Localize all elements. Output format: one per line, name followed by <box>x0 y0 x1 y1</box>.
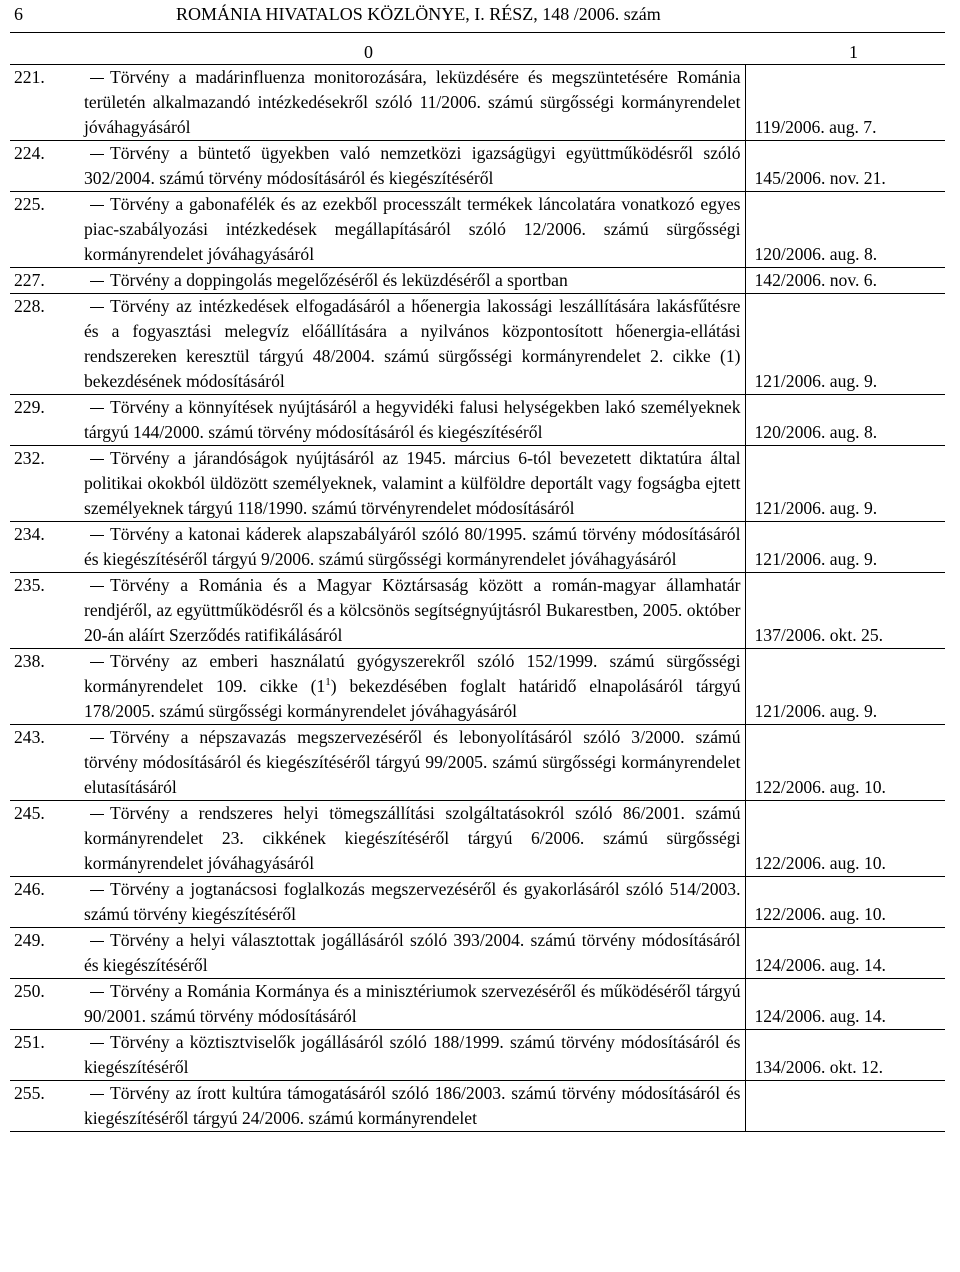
law-entry <box>14 1081 741 1131</box>
law-text <box>14 573 741 648</box>
column-number-1: 1 <box>849 42 858 62</box>
law-number-label: 243. <box>14 727 45 747</box>
dash-mark <box>90 154 104 155</box>
gazette-reference: 121/2006. aug. 9. <box>745 649 945 725</box>
law-text-body: Törvény a büntető ügyekben való nemzetközi igazságügyi együttműködésről szóló 302/2004. számú törvény módosításáról és kiegészítéséről <box>84 143 741 188</box>
law-text <box>14 928 741 978</box>
law-title-cell <box>10 979 745 1030</box>
dash-mark <box>90 459 104 460</box>
law-title-cell <box>10 928 745 979</box>
gazette-reference: 120/2006. aug. 8. <box>745 395 945 446</box>
law-title-cell <box>10 1081 745 1132</box>
law-text-body: Törvény a járandóságok nyújtásáról az 1945. március 6-tól bevezetett diktatúra által politikai okokból üldözött személyeknek, valamint a külföldre deportált vagy fogságba ejtett személyeknek tárgyú 118/1990. számú törvényrendelet módosításáról <box>84 448 741 518</box>
law-title-cell <box>10 268 745 294</box>
law-text-body: Törvény a népszavazás megszervezéséről és lebonyolításáról szóló 3/2000. számú törvény módosításáról és kiegészítéséről tárgyú 99/2005. számú sürgősségi kormányrendelet elutasításáról <box>84 727 741 797</box>
table-row <box>10 268 945 294</box>
gazette-reference: 122/2006. aug. 10. <box>745 725 945 801</box>
law-title-cell <box>10 522 745 573</box>
law-text-body: Törvény a könnyítések nyújtásáról a hegyvidéki falusi helységekben lakó személyeknek tárgyú 144/2000. számú törvény módosításáról és kiegészítéséről <box>84 397 741 442</box>
page-number: 6 <box>14 4 23 24</box>
table-row <box>10 1030 945 1081</box>
law-text-body: Törvény a Románia Kormánya és a minisztériumok szervezéséről és működéséről tárgyú 90/2001. számú törvény módosításáról <box>84 981 741 1026</box>
law-text-body: Törvény a Románia és a Magyar Köztársaság között a román-magyar államhatár rendjéről, az együttműködésről és a kölcsönös segítségnyújtásról Bukarestben, 2005. október 20-án aláírt Szerződés ratifikálásáról <box>84 575 741 645</box>
law-text <box>14 446 741 521</box>
law-title-cell <box>10 1030 745 1081</box>
law-text-body: Törvény a madárinfluenza monitorozására, leküzdésére és megszüntetésére Románia területén alkalmazandó intézkedésekről szóló 11/2006. számú sürgősségi kormányrendelet jóváhagyásáról <box>84 67 741 137</box>
law-number-label: 225. <box>14 194 45 214</box>
gazette-title: ROMÁNIA HIVATALOS KÖZLÖNYE, I. RÉSZ, 148 /2006. szám <box>176 4 661 24</box>
dash-mark <box>90 992 104 993</box>
law-entry <box>14 573 741 648</box>
law-text <box>14 725 741 800</box>
laws-table <box>10 64 945 1132</box>
dash-mark <box>90 662 104 663</box>
law-number-label: 245. <box>14 803 45 823</box>
gazette-reference: 121/2006. aug. 9. <box>745 294 945 395</box>
law-text <box>14 294 741 394</box>
dash-mark <box>90 535 104 536</box>
law-number-label: 250. <box>14 981 45 1001</box>
law-text <box>14 65 741 140</box>
gazette-reference: 120/2006. aug. 8. <box>745 192 945 268</box>
law-text <box>14 522 741 572</box>
law-entry <box>14 395 741 445</box>
law-title-cell <box>10 65 745 141</box>
law-entry <box>14 928 741 978</box>
table-row <box>10 801 945 877</box>
table-row <box>10 141 945 192</box>
law-text <box>14 877 741 927</box>
law-text <box>14 979 741 1029</box>
gazette-reference: 145/2006. nov. 21. <box>745 141 945 192</box>
law-text-body: Törvény a helyi választottak jogállásáról szóló 393/2004. számú törvény módosításáról és kiegészítéséről <box>84 930 741 975</box>
table-row <box>10 573 945 649</box>
law-text-body: Törvény a rendszeres helyi tömegszállítási szolgáltatásokról szóló 86/2001. számú kormányrendelet 23. cikkének kiegészítéséről tárgyú 6/2006. számú sürgősségi kormányrendelet jóváhagyásáról <box>84 803 741 873</box>
law-number-label: 249. <box>14 930 45 950</box>
gazette-reference: 142/2006. nov. 6. <box>745 268 945 294</box>
law-title-cell <box>10 573 745 649</box>
law-number-label: 235. <box>14 575 45 595</box>
law-number-label: 251. <box>14 1032 45 1052</box>
law-text-body: Törvény a gabonafélék és az ezekből processzált termékek láncolatára vonatkozó egyes piac-szabályozási intézkedések megállapításáról szóló 12/2006. számú sürgősségi kormányrendelet jóváhagyásáról <box>84 194 741 264</box>
law-entry <box>14 65 741 140</box>
law-entry <box>14 649 741 724</box>
dash-mark <box>90 408 104 409</box>
law-text-body: Törvény az emberi használatú gyógyszerekről szóló 152/1999. számú sürgősségi kormányrendelet 109. cikke (1 <box>84 651 741 696</box>
gazette-reference: 124/2006. aug. 14. <box>745 979 945 1030</box>
table-row <box>10 522 945 573</box>
gazette-reference <box>745 1081 945 1132</box>
table-row <box>10 649 945 725</box>
law-text-body: Törvény a köztisztviselők jogállásáról szóló 188/1999. számú törvény módosításáról és kiegészítéséről <box>84 1032 741 1077</box>
law-text <box>14 141 741 191</box>
dash-mark <box>90 890 104 891</box>
dash-mark <box>90 586 104 587</box>
dash-mark <box>90 205 104 206</box>
table-row <box>10 192 945 268</box>
table-row <box>10 877 945 928</box>
table-row <box>10 928 945 979</box>
gazette-reference: 121/2006. aug. 9. <box>745 522 945 573</box>
law-number-label: 246. <box>14 879 45 899</box>
law-title-cell <box>10 141 745 192</box>
law-text <box>14 395 741 445</box>
column-number-0: 0 <box>364 42 373 62</box>
law-title-cell <box>10 192 745 268</box>
law-title-cell <box>10 395 745 446</box>
table-row <box>10 395 945 446</box>
table-row <box>10 294 945 395</box>
law-entry <box>14 294 741 394</box>
dash-mark <box>90 1043 104 1044</box>
law-entry <box>14 446 741 521</box>
law-entry <box>14 1030 741 1080</box>
law-text-body: Törvény a jogtanácsosi foglalkozás megszervezéséről és gyakorlásáról szóló 514/2003. számú törvény kiegészítéséről <box>84 879 741 924</box>
column-numbers <box>0 42 960 66</box>
law-entry <box>14 725 741 800</box>
law-number-label: 255. <box>14 1083 45 1103</box>
law-number-label: 234. <box>14 524 45 544</box>
law-text-body: Törvény a doppingolás megelőzéséről és leküzdéséről a sportban <box>110 270 568 290</box>
table-row <box>10 725 945 801</box>
table-row <box>10 65 945 141</box>
dash-mark <box>90 1094 104 1095</box>
law-entry <box>14 979 741 1029</box>
law-title-cell <box>10 877 745 928</box>
law-text-superscript: 1 <box>325 676 331 689</box>
law-title-cell <box>10 725 745 801</box>
dash-mark <box>90 307 104 308</box>
table-row <box>10 979 945 1030</box>
law-number-label: 224. <box>14 143 45 163</box>
gazette-reference: 124/2006. aug. 14. <box>745 928 945 979</box>
law-entry <box>14 268 741 293</box>
law-entry <box>14 141 741 191</box>
dash-mark <box>90 738 104 739</box>
gazette-reference: 134/2006. okt. 12. <box>745 1030 945 1081</box>
law-number-label: 227. <box>14 270 45 290</box>
law-number-label: 238. <box>14 651 45 671</box>
law-text-body-cont: ) bekezdésében foglalt határidő elnapolásáról tárgyú 178/2005. számú sürgősségi kormányrendelet jóváhagyásáról <box>84 676 741 721</box>
law-text <box>14 268 741 293</box>
header-rule <box>10 32 945 33</box>
gazette-reference: 122/2006. aug. 10. <box>745 877 945 928</box>
dash-mark <box>90 281 104 282</box>
dash-mark <box>90 814 104 815</box>
law-number-label: 232. <box>14 448 45 468</box>
law-entry <box>14 522 741 572</box>
dash-mark <box>90 941 104 942</box>
law-entry <box>14 877 741 927</box>
dash-mark <box>90 78 104 79</box>
law-entry <box>14 192 741 267</box>
law-text-body: Törvény az írott kultúra támogatásáról szóló 186/2003. számú törvény módosításáról és kiegészítéséről tárgyú 24/2006. számú kormányrendelet <box>84 1083 741 1128</box>
gazette-reference: 137/2006. okt. 25. <box>745 573 945 649</box>
law-entry <box>14 801 741 876</box>
law-title-cell <box>10 649 745 725</box>
law-text <box>14 1030 741 1080</box>
gazette-reference: 119/2006. aug. 7. <box>745 65 945 141</box>
page-header <box>0 4 960 32</box>
law-text <box>14 801 741 876</box>
gazette-reference: 121/2006. aug. 9. <box>745 446 945 522</box>
law-text <box>14 1081 741 1131</box>
law-title-cell <box>10 801 745 877</box>
law-text <box>14 649 741 724</box>
law-text <box>14 192 741 267</box>
law-number-label: 229. <box>14 397 45 417</box>
law-text-body: Törvény a katonai káderek alapszabályáról szóló 80/1995. számú törvény módosításáról és kiegészítéséről tárgyú 9/2006. számú sürgősségi kormányrendelet jóváhagyásáról <box>84 524 741 569</box>
gazette-reference: 122/2006. aug. 10. <box>745 801 945 877</box>
law-text-body: Törvény az intézkedések elfogadásáról a hőenergia lakossági leszállítására lakásfűtésre és a fogyasztási melegvíz előállítására a nyilvános központosított hőenergia-ellátási rendszereken keresztül tárgyú 48/2004. számú sürgősségi kormányrendelet 2. cikke (1) bekezdésének módosításáról <box>84 296 741 391</box>
law-title-cell <box>10 294 745 395</box>
law-number-label: 221. <box>14 67 45 87</box>
table-row <box>10 1081 945 1132</box>
law-number-label: 228. <box>14 296 45 316</box>
law-title-cell <box>10 446 745 522</box>
table-row <box>10 446 945 522</box>
